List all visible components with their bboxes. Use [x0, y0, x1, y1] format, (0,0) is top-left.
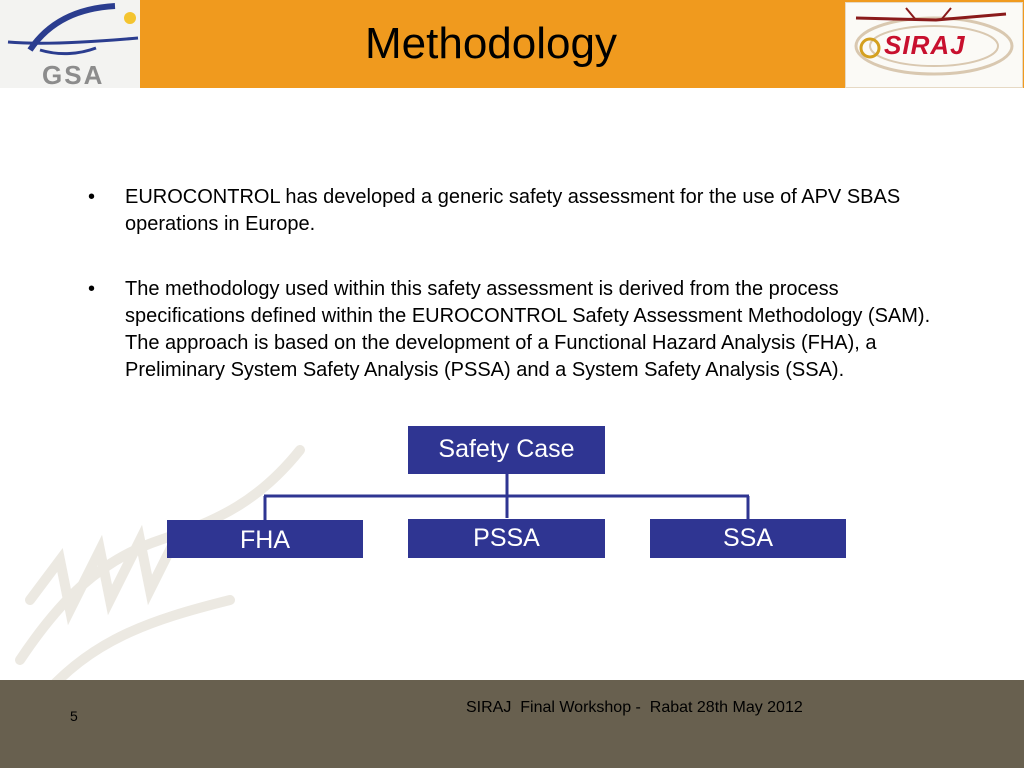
- page-number: 5: [70, 708, 78, 724]
- siraj-logo-text: SIRAJ: [884, 30, 966, 60]
- bullet-glyph: •: [88, 278, 96, 300]
- bullet-text: The methodology used within this safety assessment is derived from the process specifications defined within the EUROCONTROL Safety Assessment Methodology (SAM). The approach is based on the development of a Functional Hazard Analysis (FHA), a Preliminary System Safety Analysis (PSSA) and a System Safety Analysis (SSA).: [125, 278, 931, 381]
- fha-box: FHA: [167, 520, 363, 558]
- bullet-glyph: •: [88, 186, 96, 208]
- footer-text: SIRAJ Final Workshop - Rabat 28th May 2012: [466, 699, 803, 716]
- pssa-box: PSSA: [408, 519, 605, 558]
- slide-footer: [0, 680, 1024, 768]
- bullet-text: EUROCONTROL has developed a generic safety assessment for the use of APV SBAS operations in Europe.: [125, 186, 901, 235]
- ssa-box: SSA: [650, 519, 846, 558]
- gsa-logo-text: GSA: [42, 60, 105, 90]
- safety-case-box: Safety Case: [408, 426, 605, 474]
- slide-title: Methodology: [365, 19, 617, 68]
